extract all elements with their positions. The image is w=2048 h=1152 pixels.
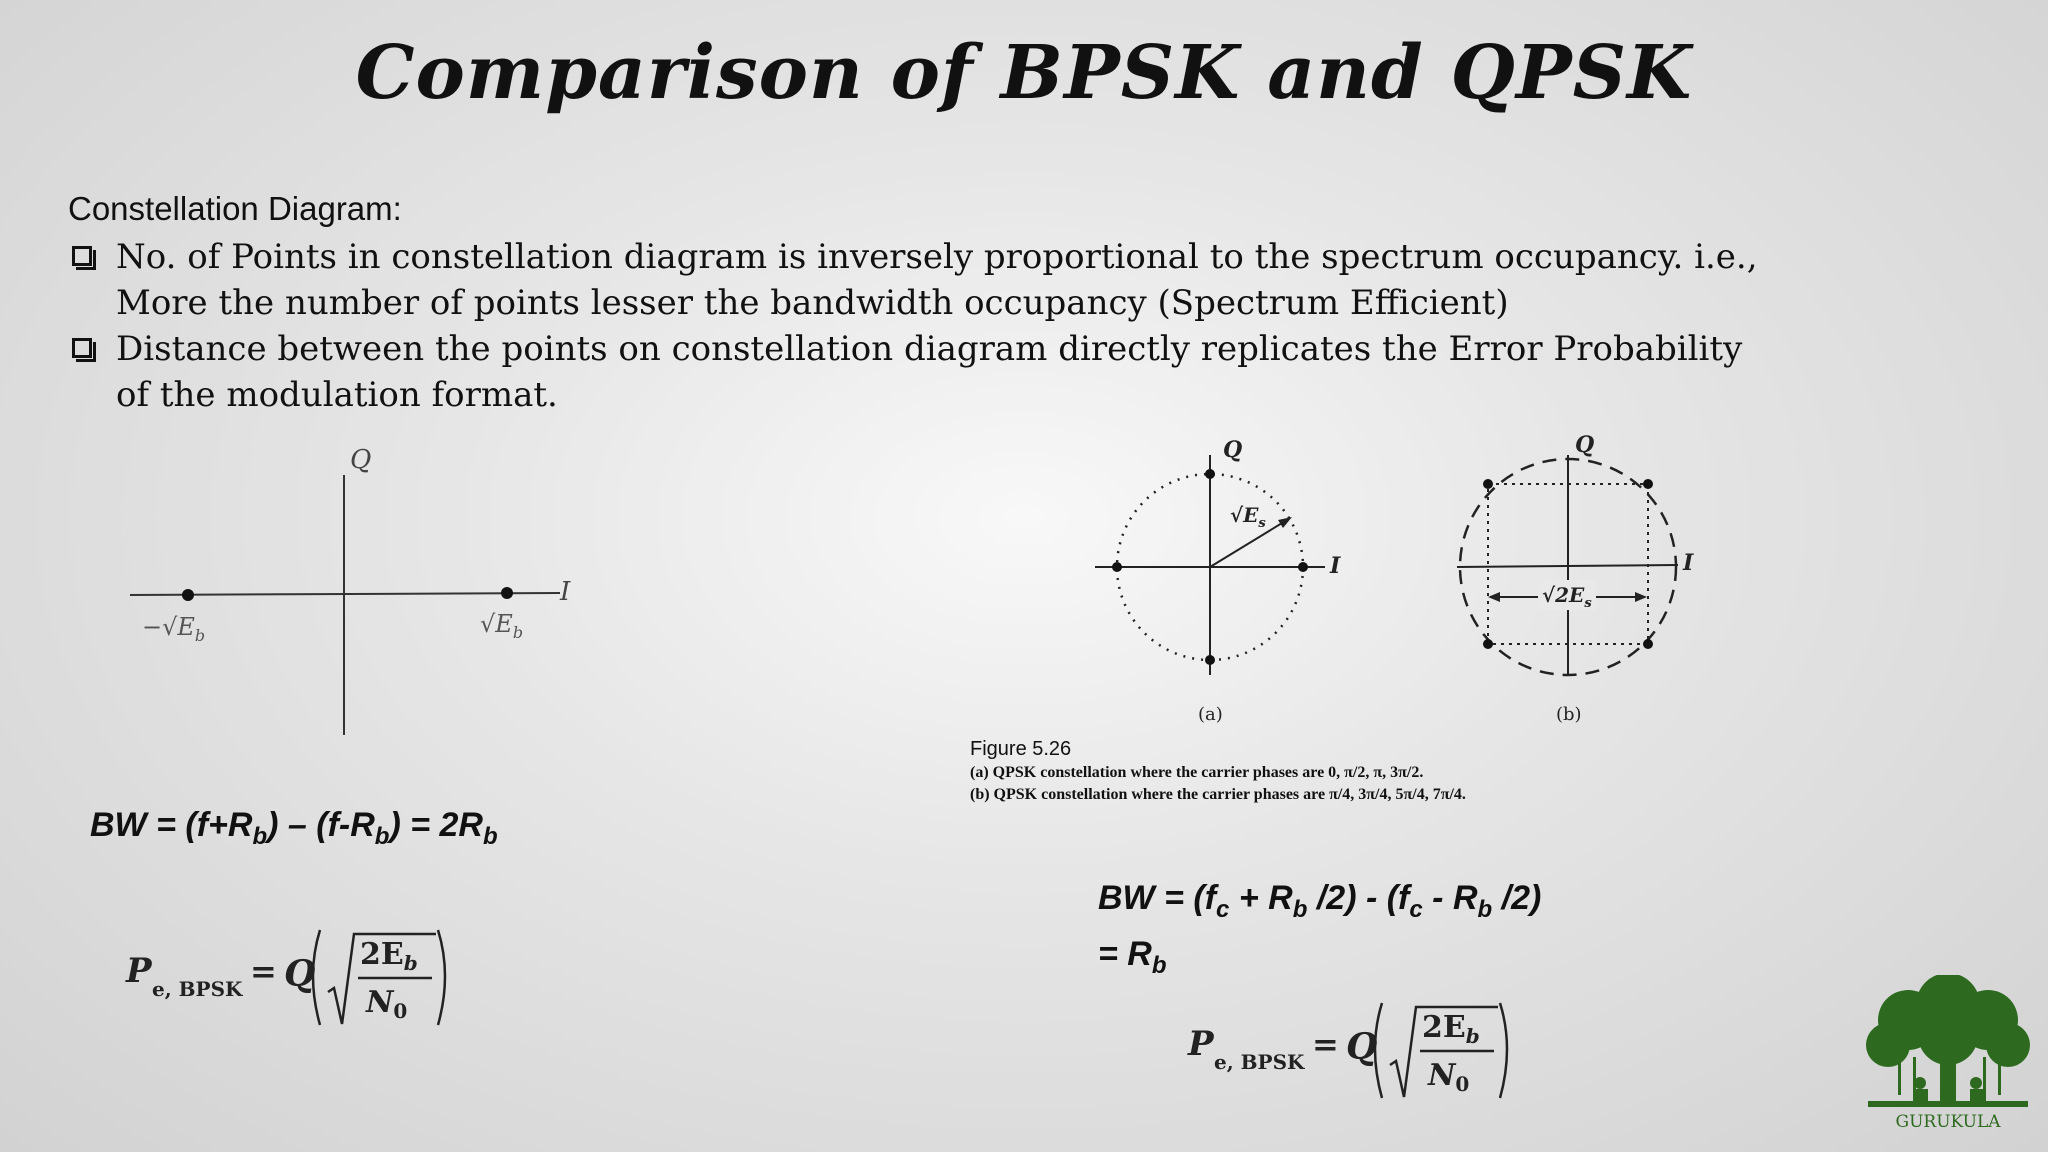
svg-text:√Eb: $√E_b$ (480, 610, 524, 642)
qpsk-b-label: (b) (1556, 704, 1582, 725)
figure-caption-b: (b) QPSK constellation where the carrier phases are π/4, 3π/4, 5π/4, 7π/4. (970, 786, 1466, 803)
qpsk-a-q-label: Q (1223, 437, 1243, 463)
bullet-item: No. of Points in constellation diagram is inversely proportional to the spectrum occupancy. i.e., More the number of points lesser the bandwidth occupancy (Spectrum Efficient) (68, 234, 1768, 326)
qpsk-a-label: (a) (1198, 704, 1223, 725)
bpsk-bandwidth-equation: BW = $(f+R_b) - (f-R_b) = 2R_b$ (90, 806, 498, 850)
bullet-item: Distance between the points on constellation diagram directly replicates the Error Probability of the modulation format. (68, 326, 1768, 418)
figure-caption-a: (a) QPSK constellation where the carrier phases are 0, π/2, π, 3π/2. (970, 764, 1424, 781)
figure-number: Figure 5.26 (970, 738, 1072, 760)
qpsk-2es-label: √2E (1542, 583, 1585, 607)
qpsk-bandwidth-equation: BW = ($f_c + R_b$ $/2) - (f_c - R_b$ /2) = $R_b$ (1098, 879, 1542, 979)
qpsk-b-q-label: Q (1575, 432, 1595, 458)
svg-text:e, BPSK: e, BPSK (1214, 1050, 1305, 1074)
svg-text:Q: Q (284, 953, 316, 995)
checkbox-bullet-icon (72, 338, 92, 358)
qpsk-b-i-label: I (1683, 550, 1694, 576)
qpsk-a-i-label: I (1330, 553, 1341, 579)
slide-title: Comparison of BPSK and QPSK (355, 30, 1693, 116)
svg-text:2Eb: $2E_b$ (1422, 1010, 1480, 1048)
bpsk-constellation-diagram (120, 440, 600, 740)
section-heading: Constellation Diagram: (68, 190, 402, 227)
svg-text:P: P (1188, 1024, 1214, 1064)
svg-text:√2Es: $√2E_s$ (1542, 583, 1592, 611)
svg-text:P: P (126, 951, 152, 991)
gurukula-logo (1858, 975, 2038, 1135)
svg-text:−√Eb: $-√E_b$ (142, 613, 206, 645)
bpsk-pos-point-label: √E (480, 610, 513, 638)
checkbox-bullet-icon (72, 246, 92, 266)
svg-text:N0: $N_0$ (366, 985, 408, 1023)
svg-text:=: = (250, 952, 277, 990)
svg-text:e, BPSK: e, BPSK (152, 977, 243, 1001)
svg-text:=: = (1312, 1025, 1339, 1063)
bpsk-q-label: Q (350, 445, 372, 475)
qpsk-error-probability-formula (1182, 993, 1522, 1113)
svg-text:N0: $N_0$ (1428, 1058, 1470, 1096)
svg-text:√Es: $√E_s$ (1230, 503, 1266, 531)
qpsk-constellation-figure (1090, 430, 1710, 730)
logo-text: GURUKULA (1895, 1112, 2001, 1132)
bpsk-error-probability-formula (120, 920, 460, 1040)
bpsk-i-label: I (560, 577, 571, 607)
bpsk-neg-point-label: −√E (142, 613, 195, 641)
bullet-list (68, 234, 1768, 418)
qpsk-es-label: √E (1230, 503, 1259, 527)
svg-text:Q: Q (1346, 1026, 1378, 1068)
svg-text:2Eb: $2E_b$ (360, 937, 418, 975)
